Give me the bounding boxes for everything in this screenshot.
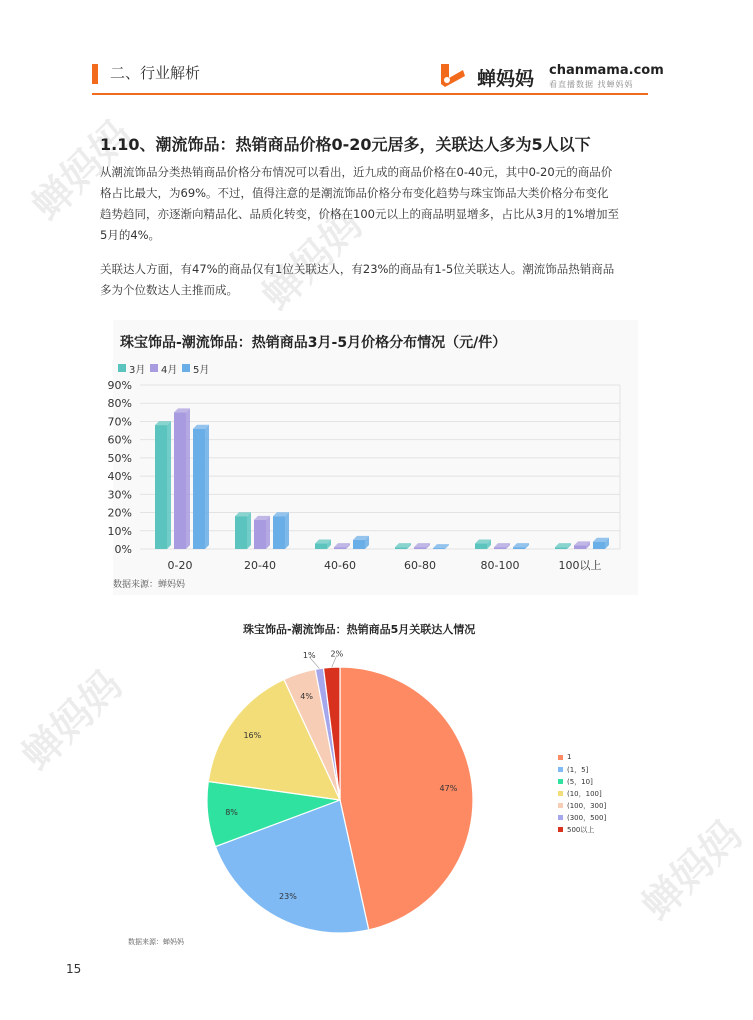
x-tick-label: 60-80 <box>404 559 436 572</box>
logo-text: 蝉妈妈 <box>477 68 535 90</box>
logo-domain: chanmama.com <box>549 63 664 78</box>
y-tick-label: 10% <box>107 524 132 538</box>
bar <box>395 543 411 549</box>
pie-chart <box>190 640 490 940</box>
bar <box>513 543 529 549</box>
legend-swatch <box>558 767 563 772</box>
y-tick-label: 30% <box>107 488 132 502</box>
bar-face <box>475 544 487 549</box>
section-title: 二、行业解析 <box>110 64 201 82</box>
bar-face <box>254 520 266 549</box>
bar <box>574 541 590 549</box>
section-marker <box>92 64 98 84</box>
bar <box>555 543 571 549</box>
paragraph-line: 格占比最大，为69%。不过，值得注意的是潮流饰品价格分布变化趋势与珠宝饰品大类价格分布变化 <box>100 186 609 200</box>
bar-chart-source: 数据来源：蝉妈妈 <box>113 580 186 590</box>
paragraph-line: 5月的4%。 <box>100 228 161 242</box>
bar <box>235 512 251 549</box>
legend-swatch <box>558 791 563 796</box>
bar <box>174 408 190 549</box>
legend-label: 1 <box>567 753 572 761</box>
bar <box>193 425 209 549</box>
legend-swatch <box>558 815 563 820</box>
watermark-1: 蝉妈妈 <box>23 112 142 230</box>
y-tick-label: 20% <box>107 506 132 520</box>
bar-face <box>513 547 525 549</box>
bar <box>155 421 171 549</box>
legend-swatch <box>182 364 190 372</box>
y-tick-label: 80% <box>107 397 132 411</box>
bar-face <box>334 547 346 549</box>
legend-swatch <box>558 803 563 808</box>
bar <box>353 536 369 549</box>
bar-chart <box>100 375 630 575</box>
section-heading: 1.10、潮流饰品：热销商品价格0-20元居多，关联达人多为5人以下 <box>100 135 591 154</box>
bar-face <box>155 425 167 549</box>
x-tick-label: 0-20 <box>167 559 193 572</box>
watermark-2: 蝉妈妈 <box>253 202 372 320</box>
page-number: 15 <box>66 962 82 976</box>
logo-slogan: 看直播数据 找蝉妈妈 <box>549 80 634 89</box>
bar-side <box>205 425 209 549</box>
bar-face <box>593 542 605 549</box>
legend-swatch <box>118 364 126 372</box>
watermark-3: 蝉妈妈 <box>13 662 132 780</box>
bar-face <box>235 516 247 549</box>
bar-face <box>353 540 365 549</box>
bar <box>315 540 331 549</box>
pie-data-label: 4% <box>300 692 313 702</box>
bar <box>475 540 491 549</box>
bar <box>593 538 609 549</box>
pie-data-label: 47% <box>439 784 458 794</box>
bar-face <box>193 429 205 549</box>
bar-chart-title: 珠宝饰品-潮流饰品：热销商品3月-5月价格分布情况（元/件） <box>120 335 507 351</box>
legend-label: 4月 <box>161 365 178 376</box>
x-tick-label: 40-60 <box>324 559 356 572</box>
legend-label: 5月 <box>193 365 210 376</box>
y-tick-label: 40% <box>107 470 132 484</box>
paragraph-1 <box>100 162 645 246</box>
pie-chart-title: 珠宝饰品-潮流饰品：热销商品5月关联达人情况 <box>243 623 476 636</box>
bar-top <box>433 544 449 548</box>
legend-swatch <box>558 827 563 832</box>
legend-label: (10，100] <box>567 790 602 798</box>
bar-side <box>247 512 251 549</box>
bar-face <box>574 545 586 549</box>
bar-side <box>167 421 171 549</box>
pie-chart-source: 数据来源：蝉妈妈 <box>128 938 184 946</box>
legend-label: (300，500] <box>567 814 607 822</box>
y-tick-label: 70% <box>107 415 132 429</box>
paragraph-line: 多为个位数达人主推而成。 <box>100 283 238 297</box>
y-tick-label: 60% <box>107 433 132 447</box>
x-tick-label: 20-40 <box>244 559 276 572</box>
pie-data-label: 16% <box>243 731 262 741</box>
bar-face <box>414 547 426 549</box>
paragraph-line: 关联达人方面，有47%的商品仅有1位关联达人，有23%的商品有1-5位关联达人。潮流饰品热销商品 <box>100 262 615 276</box>
legend-label: (1，5] <box>567 766 589 774</box>
bar-face <box>315 544 327 549</box>
bar-face <box>555 547 567 549</box>
legend-swatch <box>558 755 563 760</box>
bar-face <box>395 547 407 549</box>
legend-swatch <box>150 364 158 372</box>
x-tick-label: 100以上 <box>558 559 602 572</box>
bar <box>254 516 270 549</box>
paragraph-line: 趋势趋同，亦逐渐向精品化、品质化转变，价格在100元以上的商品明显增多，占比从3月的1%增加至 <box>100 207 620 221</box>
x-tick-label: 80-100 <box>480 559 520 572</box>
bar-side <box>266 516 270 549</box>
bar-face <box>273 516 285 549</box>
legend-label: (100，300] <box>567 802 607 810</box>
pie-data-label: 8% <box>225 807 238 817</box>
bar-face <box>433 548 445 549</box>
legend-item-april <box>150 361 177 376</box>
bar-side <box>285 512 289 549</box>
bar <box>273 512 289 549</box>
legend-item-march <box>118 361 145 376</box>
paragraph-line: 从潮流饰品分类热销商品价格分布情况可以看出，近九成的商品价格在0-40元，其中0-20元的商品价 <box>100 165 613 179</box>
bar-face <box>174 412 186 549</box>
legend-label: 500以上 <box>567 826 595 834</box>
header-divider <box>92 93 648 95</box>
legend-label: 3月 <box>129 365 146 376</box>
bar <box>494 543 510 549</box>
bar <box>414 543 430 549</box>
bar-face <box>494 547 506 549</box>
chanmama-logo-icon <box>437 60 469 90</box>
y-tick-label: 50% <box>107 451 132 465</box>
legend-item-may <box>182 361 209 376</box>
legend-swatch <box>558 779 563 784</box>
pie-data-label: 2% <box>330 649 344 659</box>
paragraph-2 <box>100 259 645 301</box>
watermark-4: 蝉妈妈 <box>633 812 752 930</box>
pie-data-label: 23% <box>279 891 297 901</box>
legend-label: (5，10] <box>567 778 593 786</box>
y-tick-label: 90% <box>107 379 132 392</box>
y-tick-label: 0% <box>114 543 132 556</box>
pie-data-label: 1% <box>302 650 316 660</box>
bar-side <box>186 408 190 549</box>
bar <box>334 543 350 549</box>
bar <box>433 544 449 549</box>
